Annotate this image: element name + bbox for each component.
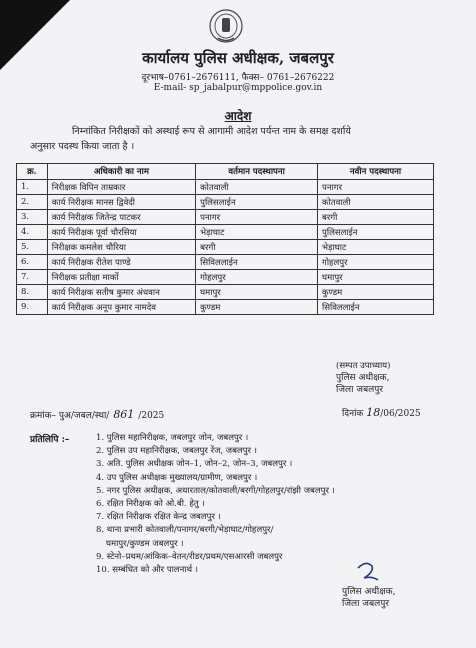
cell-current-posting: भेड़ाघाट [196, 225, 318, 240]
signatory-designation-bottom: पुलिस अधीक्षक, [342, 587, 396, 597]
copy-label: प्रतिलिपि :– [30, 435, 70, 445]
signatory-district-bottom: जिला जबलपुर [342, 599, 390, 609]
signature-block-bottom [342, 586, 395, 610]
order-date [342, 406, 421, 419]
cell-officer-name: निरीक्षक प्रतीक्षा मार्को [47, 270, 195, 285]
list-item: 8. थाना प्रभारी कोतवाली/पनागर/बरगी/भेड़ाघाट/गोहलपुर/ [96, 525, 274, 536]
cell-officer-name: कार्य निरीक्षक मानस द्विवेदी [47, 195, 195, 210]
cell-serial: 4. [17, 225, 48, 240]
cell-new-posting: गोहलपुर [318, 255, 434, 270]
police-emblem-icon [206, 8, 246, 44]
cell-serial: 2. [17, 195, 48, 210]
cell-current-posting: पुलिसलाईन [196, 195, 318, 210]
table-row [17, 195, 434, 210]
phone-line: दूरभाष–0761–2676111, फैक्स– 0761–2676222 [141, 73, 335, 83]
list-item: घमापुर/कुण्डम जबलपुर । [106, 538, 184, 549]
header-serial: क्र. [17, 164, 48, 180]
table-row [17, 255, 434, 270]
header-new-posting: नवीन पदस्थापना [318, 164, 434, 180]
date-prefix: दिनांक [342, 409, 364, 419]
table-row [17, 240, 434, 255]
cell-officer-name: निरीक्षक कमलेश चौरिया [47, 240, 195, 255]
office-title: कार्यालय पुलिस अधीक्षक, जबलपुर [142, 49, 334, 67]
cell-new-posting: पनागर [318, 180, 434, 195]
cell-new-posting: कुण्डम [318, 285, 434, 300]
cell-new-posting: घमापुर [318, 270, 434, 285]
cell-serial: 7. [17, 270, 48, 285]
cell-officer-name: कार्य निरीक्षक अनूप कुमार नामदेव [47, 300, 195, 315]
reference-year: /2025 [138, 411, 165, 421]
reference-prefix: क्रमांक– पुअ/जबल/स्था/ [30, 411, 110, 421]
list-item: 5. नगर पुलिस अधीक्षक, अधारताल/कोतवाली/बरगी/गोहलपुर/रांझी जबलपुर । [96, 485, 335, 496]
copy-list [96, 432, 335, 577]
list-item: 6. रक्षित निरीक्षक को ओ.बी. हेतु । [96, 499, 205, 510]
header-current-posting: वर्तमान पदस्थापना [196, 164, 318, 180]
table-row [17, 300, 434, 315]
cell-current-posting: कोतवाली [196, 180, 318, 195]
order-heading: आदेश [224, 109, 252, 123]
cell-new-posting: भेड़ाघाट [318, 240, 434, 255]
header-officer-name: अधिकारी का नाम [47, 164, 195, 180]
signatory-name: (सम्पत उपाध्याय) [336, 361, 391, 371]
date-suffix: /06/2025 [380, 409, 421, 419]
transfer-table [16, 163, 434, 315]
table-row [17, 180, 434, 195]
cell-officer-name: कार्य निरीक्षक पूर्वा चौरसिया [47, 225, 195, 240]
list-item: 1. पुलिस महानिरीक्षक, जबलपुर जोन, जबलपुर । [96, 433, 249, 443]
cell-new-posting: पुलिसलाईन [318, 225, 434, 240]
cell-officer-name: निरीक्षक विपिन ताम्रकार [47, 180, 195, 195]
list-item: 4. उप पुलिस अधीक्षक मुख्यालय/ग्रामीण, जबलपुर । [96, 472, 258, 483]
cell-officer-name: कार्य निरीक्षक रीतेश पाण्डे [47, 255, 195, 270]
cell-serial: 3. [17, 210, 48, 225]
list-item: 9. स्टेनो–प्रथम/आंकिक–वेतन/रीडर/प्रथम/एसआरसी जबलपुर [96, 551, 283, 562]
order-intro [30, 124, 450, 154]
table-row [17, 225, 434, 240]
handwritten-signature-icon [352, 558, 382, 584]
cell-current-posting: बरगी [196, 240, 318, 255]
signatory-district: जिला जबलपुर [336, 385, 384, 395]
cell-serial: 1. [17, 180, 48, 195]
list-item: 10. सम्बंधित को और पालनार्थ । [96, 565, 198, 576]
list-item: 7. रक्षित निरीक्षक रक्षित केन्द्र जबलपुर । [96, 512, 221, 523]
reference-number [30, 408, 164, 421]
list-item: 2. पुलिस उप महानिरीक्षक, जबलपुर रेंज, जबलपुर । [96, 446, 257, 457]
cell-new-posting: सिविललाईन [318, 300, 434, 315]
intro-line-1: निम्नांकित निरीक्षकों को अस्थाई रूप से आगामी आदेश पर्यन्त नाम के समक्ष दर्शाये [72, 126, 351, 137]
reference-serial: 861 [113, 408, 135, 421]
cell-officer-name: कार्य निरीक्षक जितेन्द्र पाटकर [47, 210, 195, 225]
table-header-row [17, 164, 434, 180]
table-row [17, 210, 434, 225]
table-row [17, 285, 434, 300]
signatory-designation: पुलिस अधीक्षक, [336, 373, 390, 383]
table-row [17, 270, 434, 285]
cell-serial: 8. [17, 285, 48, 300]
signature-block-top [336, 360, 390, 396]
cell-current-posting: कुण्डम [196, 300, 318, 315]
email-line: E-mail- sp_jabalpur@mppolice.gov.in [153, 83, 323, 93]
cell-serial: 9. [17, 300, 48, 315]
cell-current-posting: पनागर [196, 210, 318, 225]
cell-officer-name: कार्य निरीक्षक सतीष कुमार अंधवान [47, 285, 195, 300]
intro-line-2: अनुसार पदस्थ किया जाता है । [30, 141, 135, 152]
cell-current-posting: गोहलपुर [196, 270, 318, 285]
cell-new-posting: कोतवाली [318, 195, 434, 210]
date-day: 18 [366, 406, 381, 419]
cell-serial: 6. [17, 255, 48, 270]
cell-serial: 5. [17, 240, 48, 255]
cell-current-posting: सिविललाईन [196, 255, 318, 270]
list-item: 3. अति. पुलिस अधीक्षक जोन–1, जोन–2, जोन–3, जबलपुर । [96, 459, 293, 470]
cell-new-posting: बरगी [318, 210, 434, 225]
cell-current-posting: घमापुर [196, 285, 318, 300]
